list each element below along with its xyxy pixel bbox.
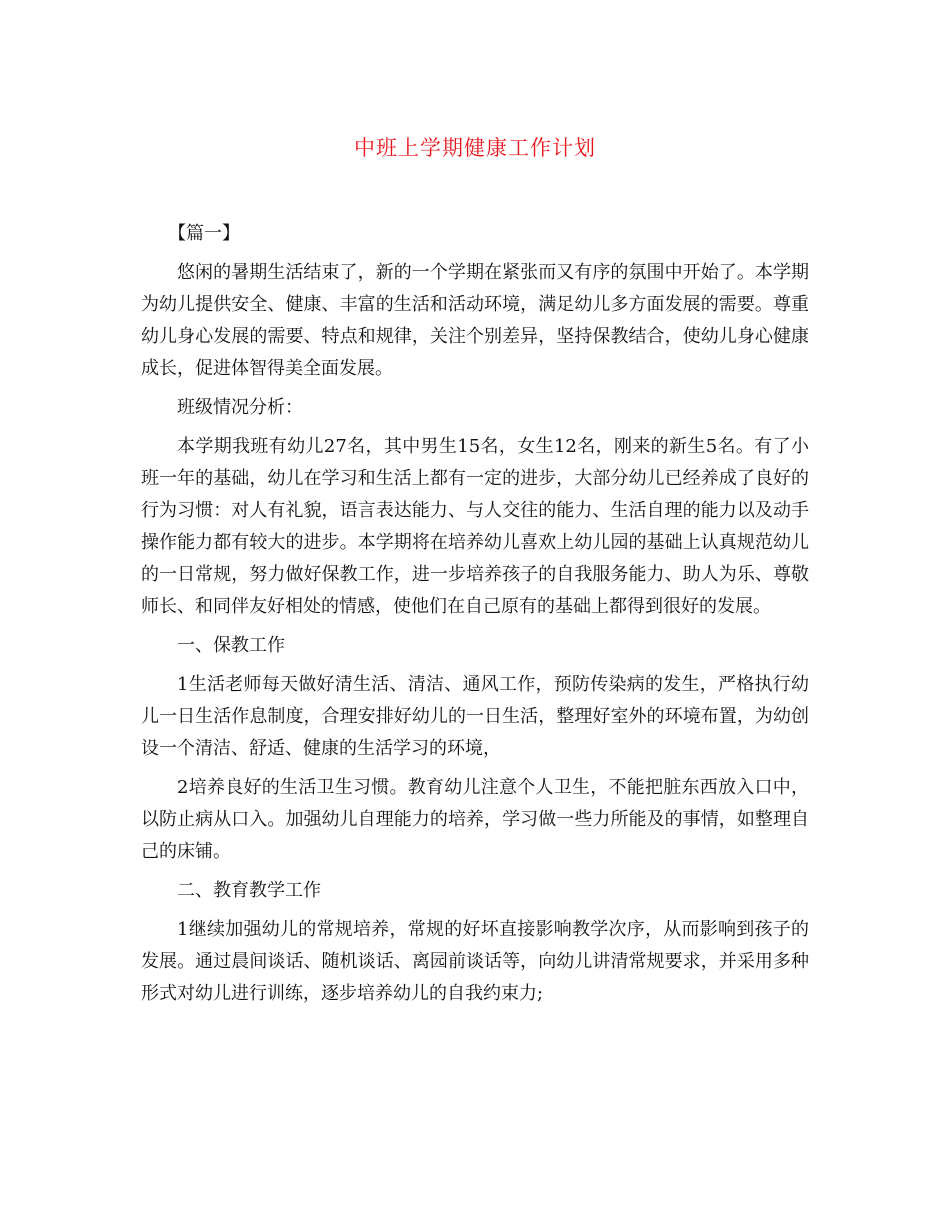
- care-work-heading: 一、保教工作: [177, 635, 285, 656]
- care-work-item-1: 1生活老师每天做好清生活、清洁、通风工作，预防传染病的发生，严格执行幼儿一日生活作息制度，合理安排好幼儿的一日生活，整理好室外的环境布置，为幼创设一个清洁、舒适、健康的生活学习的环境，: [141, 674, 809, 759]
- teaching-work-item-1: 1继续加强幼儿的常规培养，常规的好坏直接影响教学次序，从而影响到孩子的发展。通过晨间谈话、随机谈话、离园前谈话等，向幼儿讲清常规要求，并采用多种形式对幼儿进行训练，逐步培养幼儿的自我约束力;: [141, 919, 809, 1004]
- intro-paragraph: 悠闲的暑期生活结束了，新的一个学期在紧张而又有序的氛围中开始了。本学期为幼儿提供安全、健康、丰富的生活和活动环境，满足幼儿多方面发展的需要。尊重幼儿身心发展的需要、特点和规律，关注个别差异，坚持保教结合，使幼儿身心健康成长，促进体智得美全面发展。: [141, 262, 809, 379]
- care-work-item-2: 2培养良好的生活卫生习惯。教育幼儿注意个人卫生，不能把脏东西放入口中，以防止病从口入。加强幼儿自理能力的培养，学习做一些力所能及的事情，如整理自己的床铺。: [141, 777, 809, 862]
- class-analysis-paragraph: 本学期我班有幼儿27名，其中男生15名，女生12名，刚来的新生5名。有了小班一年的基础，幼儿在学习和生活上都有一定的进步，大部分幼儿已经养成了良好的行为习惯：对人有礼貌，语言表达能力、与人交往的能力、生活自理的能力以及动手操作能力都有较大的进步。本学期将在培养幼儿喜欢上幼儿园的基础上认真规范幼儿的一日常规，努力做好保教工作，进一步培养孩子的自我服务能力、助人为乐、尊敬师长、和同伴友好相处的情感，使他们在自己原有的基础上都得到很好的发展。: [141, 436, 809, 617]
- section-heading-part-one: 【篇一】: [168, 223, 240, 244]
- document-title: 中班上学期健康工作计划: [354, 136, 596, 160]
- document-body: [141, 218, 809, 1017]
- class-analysis-heading: 班级情况分析：: [177, 397, 303, 418]
- teaching-work-heading: 二、教育教学工作: [177, 880, 321, 901]
